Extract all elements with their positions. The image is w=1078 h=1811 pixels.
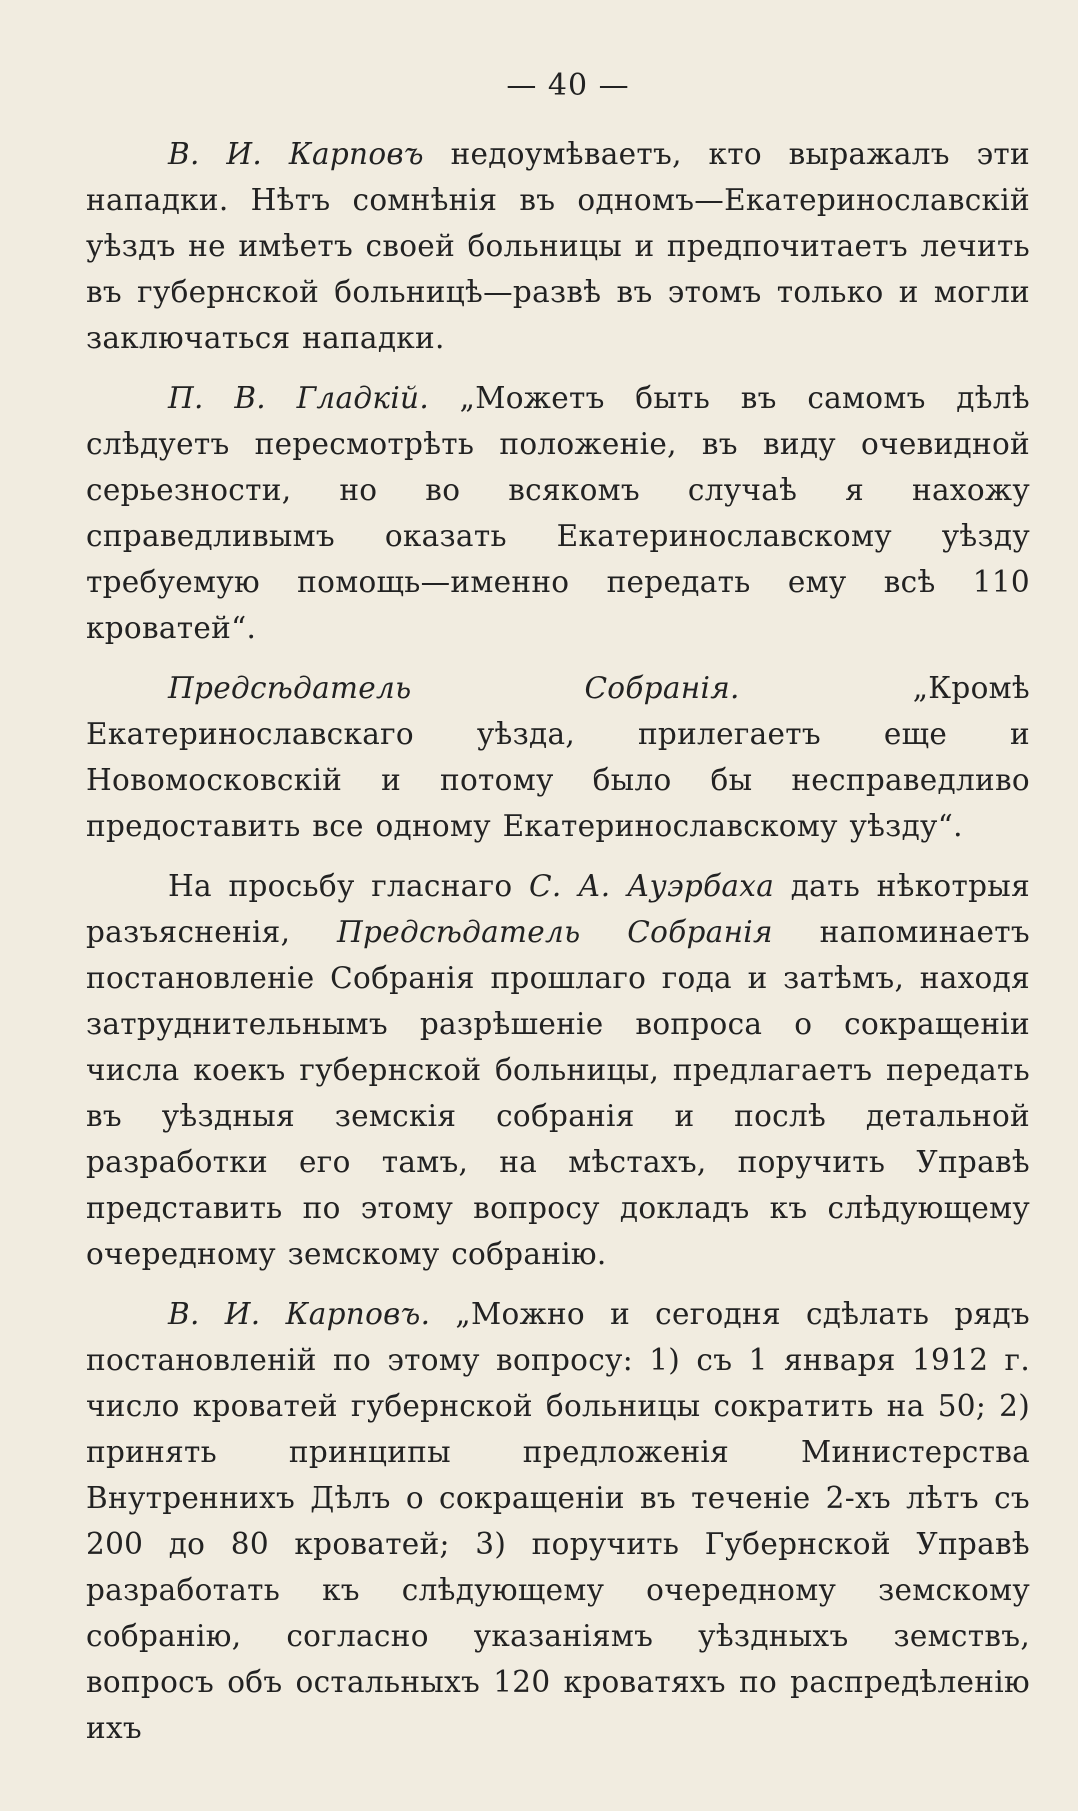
speaker-name-chairman: Предсѣдатель Собранія	[337, 915, 773, 949]
speaker-name: В. И. Карповъ	[168, 137, 424, 171]
speaker-name: С. А. Ауэрбаха	[528, 869, 775, 903]
paragraph-chairman	[86, 665, 1030, 849]
paragraph-text-intro: На просьбу гласнаго	[168, 869, 529, 903]
paragraph-karpov-2	[86, 1291, 1030, 1751]
paragraph-text: напоминаетъ постановленіе Собранія прошлаго года и затѣмъ, находя затруднительнымъ разрѣшеніе вопроса о сокращеніи числа коекъ губернской больницы, предлагаетъ передать въ уѣздныя земскія собранія и послѣ детальной разработки его тамъ, на мѣстахъ, поручить Управѣ представить по этому вопросу докладъ къ слѣдующему очередному земскому собранію.	[86, 915, 1031, 1271]
paragraph-text: „Можетъ быть въ самомъ дѣлѣ слѣдуетъ пересмотрѣть положеніе, въ виду очевидной серьезности, но во всякомъ случаѣ я нахожу справедливымъ оказать Екатеринославскому уѣзду требуемую помощь—именно передать ему всѣ 110 кроватей“.	[86, 381, 1030, 645]
speaker-name: Предсѣдатель Собранія.	[168, 671, 740, 705]
page-number: — 40 —	[506, 68, 630, 103]
paragraph-gladkiy	[86, 375, 1030, 651]
speaker-name: П. В. Гладкій.	[168, 381, 430, 415]
paragraph-karpov-1	[86, 131, 1030, 361]
paragraph-text: „Можно и сегодня сдѣлать рядъ постановленій по этому вопросу: 1) съ 1 января 1912 г. число кроватей губернской больницы сократить на 50; 2) принять принципы предложенія Министерства Внутреннихъ Дѣлъ о сокращеніи въ теченіе 2-хъ лѣтъ съ 200 до 80 кроватей; 3) поручить Губернской Управѣ разработать къ слѣдующему очередному земскому собранію, согласно указаніямъ уѣздныхъ земствъ, вопросъ объ остальныхъ 120 кроватяхъ по распредѣленію ихъ	[86, 1297, 1030, 1745]
paragraph-text: „Кромѣ Екатеринославскаго уѣзда, прилегаетъ еще и Новомосковскій и потому было бы несправедливо предоставить все одному Екатеринославскому уѣзду“.	[86, 671, 1030, 843]
paragraph-text: недоумѣваетъ, кто выражалъ эти нападки. Нѣтъ сомнѣнія въ одномъ—Екатеринославскій уѣздъ не имѣетъ своей больницы и предпочитаетъ лечить въ губернской больницѣ—развѣ въ этомъ только и могли заключаться нападки.	[86, 137, 1030, 355]
speaker-name: В. И. Карповъ.	[168, 1297, 431, 1331]
paragraph-auerbach-request	[86, 863, 1030, 1277]
paragraph-text-mid: дать нѣкотрыя разъясненія,	[86, 869, 1030, 949]
